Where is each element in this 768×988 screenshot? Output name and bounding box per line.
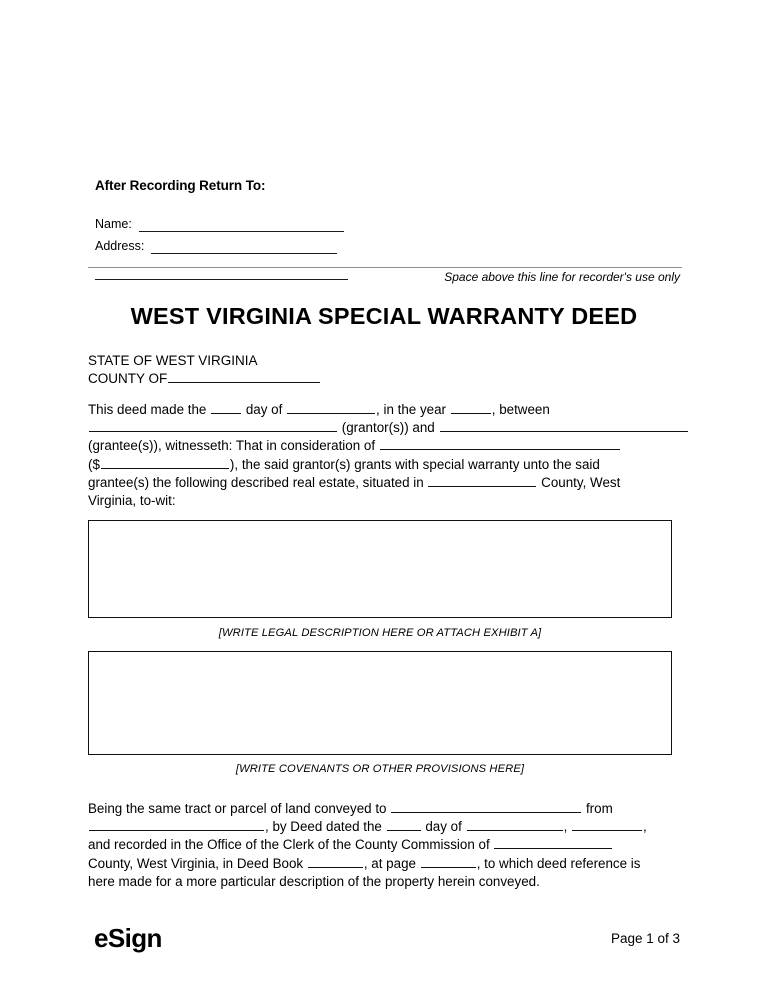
jurisdiction-block xyxy=(88,352,321,387)
return-address-label: Address: xyxy=(95,239,145,253)
being-text-particular-description: here made for a more particular description of the property herein conveyed. xyxy=(88,873,540,889)
deed-text-witnesseth: (grantee(s)), witnesseth: That in consideration of xyxy=(88,438,376,454)
legal-description-caption: [WRITE LEGAL DESCRIPTION HERE OR ATTACH EXHIBIT A] xyxy=(218,627,542,639)
deed-consideration-amount-input[interactable] xyxy=(101,456,229,469)
being-text-by-deed-dated: , by Deed dated the xyxy=(265,819,382,835)
being-deed-year-input[interactable] xyxy=(572,818,642,831)
prior-conveyance-paragraph xyxy=(88,800,682,891)
return-name-input[interactable] xyxy=(139,218,344,232)
being-text-conveyed-to: Being the same tract or parcel of land conveyed to xyxy=(88,801,387,816)
legal-description-box[interactable] xyxy=(88,520,672,618)
deed-year-input[interactable] xyxy=(451,401,491,414)
covenants-box[interactable] xyxy=(88,651,672,755)
being-line-1 xyxy=(88,800,682,818)
deed-line-6 xyxy=(88,492,682,510)
county-line xyxy=(88,370,321,388)
recorder-use-note: Space above this line for recorder's use only xyxy=(444,270,680,284)
deed-day-input[interactable] xyxy=(211,401,241,414)
return-address-input[interactable] xyxy=(151,240,337,254)
deed-line-2 xyxy=(88,419,682,437)
deed-text-special-warranty: ), the said grantor(s) grants with special warranty unto the said xyxy=(229,456,600,472)
deed-line-5 xyxy=(88,474,682,492)
county-label: COUNTY OF xyxy=(88,370,168,386)
deed-month-input[interactable] xyxy=(287,401,375,414)
being-deed-page-input[interactable] xyxy=(421,855,476,868)
being-text-comma-1: , xyxy=(563,819,568,835)
deed-text-day-of: day of xyxy=(245,402,283,417)
deed-text-county-west: County, West xyxy=(541,474,621,490)
deed-line-4 xyxy=(88,456,682,474)
deed-text-in-the-year: , in the year xyxy=(376,402,447,417)
being-text-recorded-office: and recorded in the Office of the Clerk of the County Commission of xyxy=(88,837,490,853)
being-text-at-page: , at page xyxy=(363,855,416,871)
page-number: Page 1 of 3 xyxy=(610,931,680,946)
being-line-3 xyxy=(88,836,682,854)
deed-line-1 xyxy=(88,401,682,419)
after-recording-return-block xyxy=(95,178,675,280)
deed-recital-paragraph xyxy=(88,401,682,510)
recorder-separator-line xyxy=(88,267,682,268)
esign-logo: eSign xyxy=(94,923,162,953)
return-name-label: Name: xyxy=(95,217,132,231)
after-recording-heading: After Recording Return To: xyxy=(95,178,266,193)
being-line-4 xyxy=(88,855,682,873)
being-grantee-prior-input[interactable] xyxy=(391,800,581,813)
deed-text-situated-in: grantee(s) the following described real estate, situated in xyxy=(88,474,424,490)
being-deed-day-input[interactable] xyxy=(387,818,421,831)
deed-consideration-words-input[interactable] xyxy=(380,437,620,450)
being-line-5 xyxy=(88,873,682,891)
being-text-deed-book: County, West Virginia, in Deed Book xyxy=(88,855,304,871)
county-input[interactable] xyxy=(168,370,320,383)
being-text-from: from xyxy=(585,801,613,816)
return-name-row xyxy=(95,215,675,232)
being-text-reference: , to which deed reference is xyxy=(476,855,641,871)
deed-text-to-wit: Virginia, to-wit: xyxy=(88,493,176,509)
deed-grantor-input[interactable] xyxy=(89,419,337,432)
deed-property-county-input[interactable] xyxy=(428,474,536,487)
being-deed-book-input[interactable] xyxy=(308,855,363,868)
state-line: STATE OF WEST VIRGINIA xyxy=(88,353,258,368)
being-commission-county-input[interactable] xyxy=(494,836,612,849)
being-grantor-prior-input[interactable] xyxy=(89,818,264,831)
page-title: WEST VIRGINIA SPECIAL WARRANTY DEED xyxy=(130,303,638,329)
being-text-comma-2: , xyxy=(643,819,647,835)
being-text-day-of: day of xyxy=(425,819,462,835)
deed-grantee-input[interactable] xyxy=(440,419,688,432)
being-deed-month-input[interactable] xyxy=(467,818,563,831)
deed-text-grantor: (grantor(s)) and xyxy=(341,420,435,436)
deed-text-dollar-open: ($ xyxy=(88,456,100,472)
being-line-2 xyxy=(88,818,682,836)
deed-line-3 xyxy=(88,437,682,455)
covenants-caption: [WRITE COVENANTS OR OTHER PROVISIONS HERE] xyxy=(235,763,525,775)
deed-text-between: , between xyxy=(491,402,550,417)
return-address-row xyxy=(95,237,675,254)
deed-text-made-the: This deed made the xyxy=(88,402,207,417)
return-address-input-2[interactable] xyxy=(95,266,348,280)
